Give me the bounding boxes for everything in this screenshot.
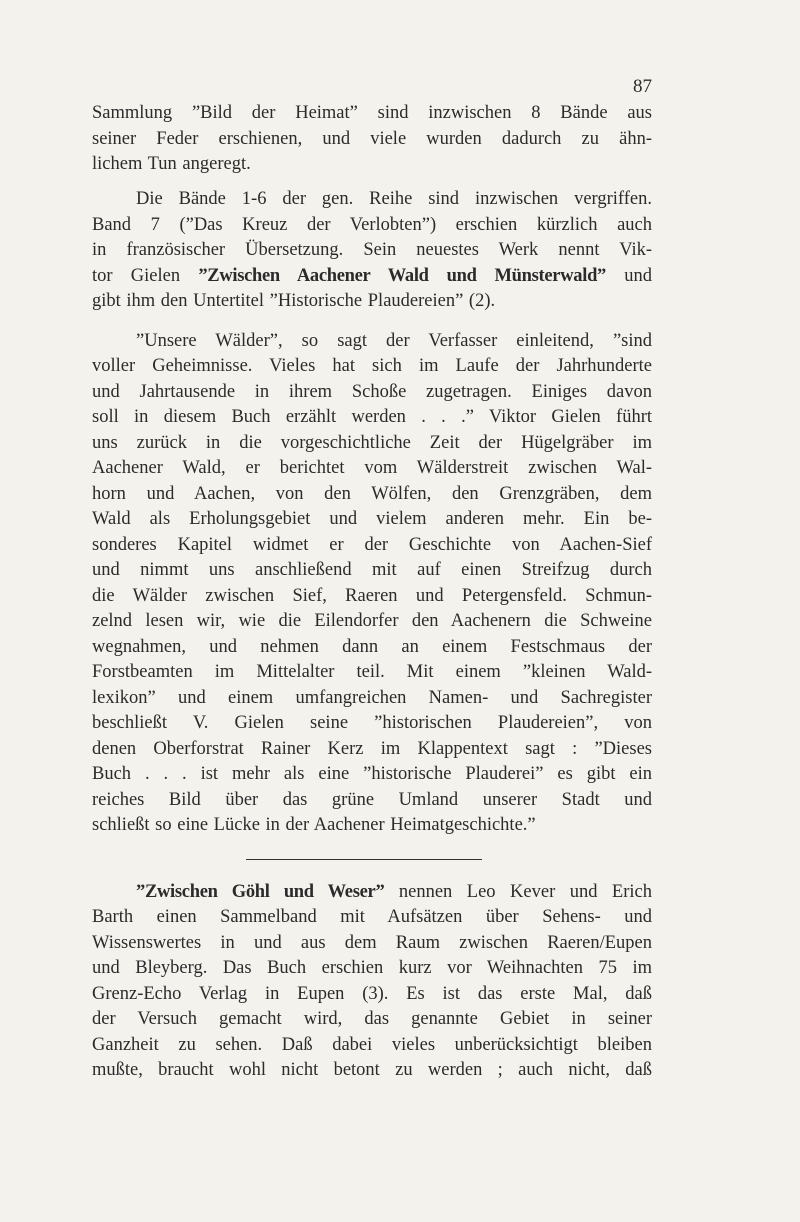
text-line: Wissenswertes in und aus dem Raum zwischen Raeren/Eupen bbox=[92, 932, 652, 953]
line-text: tor Gielen bbox=[92, 265, 199, 286]
text-line: mußte, braucht wohl nicht betont zu werden ; auch nicht, daß bbox=[92, 1060, 652, 1080]
text-line: reiches Bild über das grüne Umland unserer Stadt und bbox=[92, 789, 652, 810]
body-text bbox=[92, 101, 652, 1084]
text-line: der Versuch gemacht wird, das genannte Gebiet in seiner bbox=[92, 1009, 652, 1029]
text-line: Aachener Wald, er berichtet vom Wälderstreit zwischen Wal- bbox=[92, 458, 652, 478]
text-line: Band 7 (”Das Kreuz der Verlobten”) erschien kürzlich auch bbox=[92, 214, 652, 235]
text-line: denen Oberforstrat Rainer Kerz im Klappentext sagt : ”Dieses bbox=[92, 738, 652, 759]
text-line: Wald als Erholungsgebiet und vielem anderen mehr. Ein be- bbox=[92, 509, 652, 529]
text-line: gibt ihm den Untertitel ”Historische Plaudereien” (2). bbox=[92, 291, 496, 311]
text-line: zelnd lesen wir, wie die Eilendorfer den Aachenern die Schweine bbox=[92, 611, 652, 631]
text-line: Sammlung ”Bild der Heimat” sind inzwischen 8 Bände aus bbox=[92, 103, 652, 123]
text-line: und Jahrtausende in ihrem Schoße zugetragen. Einiges davon bbox=[92, 381, 652, 402]
text-line: und nimmt uns anschließend mit auf einen Streifzug durch bbox=[92, 560, 652, 580]
text-line: Barth einen Sammelband mit Aufsätzen über Sehens- und bbox=[92, 907, 652, 927]
line-text: nennen Leo Kever und Erich bbox=[384, 881, 652, 902]
text-line: Grenz-Echo Verlag in Eupen (3). Es ist das erste Mal, daß bbox=[92, 983, 652, 1004]
paragraph bbox=[92, 101, 652, 178]
page-number: 87 bbox=[633, 76, 652, 97]
paragraph bbox=[92, 187, 652, 315]
text-line: lichem Tun angeregt. bbox=[92, 154, 251, 174]
text-line: Forstbeamten im Mittelalter teil. Mit einem ”kleinen Wald- bbox=[92, 662, 652, 682]
paragraph bbox=[92, 329, 652, 839]
text-line: Buch . . . ist mehr als eine ”historische Plauderei” es gibt ein bbox=[92, 764, 652, 784]
paragraph-gap bbox=[92, 178, 652, 188]
text-line: voller Geheimnisse. Vieles hat sich im Laufe der Jahrhunderte bbox=[92, 356, 652, 376]
text-line: schließt so eine Lücke in der Aachener Heimatgeschichte.” bbox=[92, 815, 536, 835]
text-line: beschließt V. Gielen seine ”historischen Plaudereien”, von bbox=[92, 713, 652, 733]
text-line: die Wälder zwischen Sief, Raeren und Petergensfeld. Schmun- bbox=[92, 585, 652, 606]
text-line: wegnahmen, und nehmen dann an einem Festschmaus der bbox=[92, 636, 652, 657]
paragraph-gap bbox=[92, 315, 652, 329]
text-line: soll in diesem Buch erzählt werden . . .” Viktor Gielen führt bbox=[92, 407, 652, 427]
book-title: ”Zwischen Aachener Wald und Münsterwald” bbox=[198, 265, 607, 286]
text-line: in französischer Übersetzung. Sein neuestes Werk nennt Vik- bbox=[92, 240, 652, 260]
paragraph bbox=[92, 880, 652, 1084]
text-line: seiner Feder erschienen, und viele wurden dadurch zu ähn- bbox=[92, 128, 652, 149]
line-text: und bbox=[606, 265, 652, 286]
text-line: Die Bände 1-6 der gen. Reihe sind inzwischen vergriffen. bbox=[136, 189, 652, 209]
text-line: und Bleyberg. Das Buch erschien kurz vor Weihnachten 75 im bbox=[92, 958, 652, 978]
text-line: horn und Aachen, von den Wölfen, den Grenzgräben, dem bbox=[92, 483, 652, 504]
text-line: Ganzheit zu sehen. Daß dabei vieles unberücksichtigt bleiben bbox=[92, 1034, 652, 1055]
text-line bbox=[92, 880, 652, 906]
text-line: ”Unsere Wälder”, so sagt der Verfasser einleitend, ”sind bbox=[136, 330, 652, 351]
text-line: sonderes Kapitel widmet er der Geschichte von Aachen-Sief bbox=[92, 534, 652, 555]
section-divider bbox=[246, 859, 482, 860]
text-line: lexikon” und einem umfangreichen Namen- und Sachregister bbox=[92, 687, 652, 708]
text-line: uns zurück in die vorgeschichtliche Zeit der Hügelgräber im bbox=[92, 432, 652, 453]
book-title: ”Zwischen Göhl und Weser” bbox=[136, 881, 385, 902]
text-line bbox=[92, 264, 652, 290]
